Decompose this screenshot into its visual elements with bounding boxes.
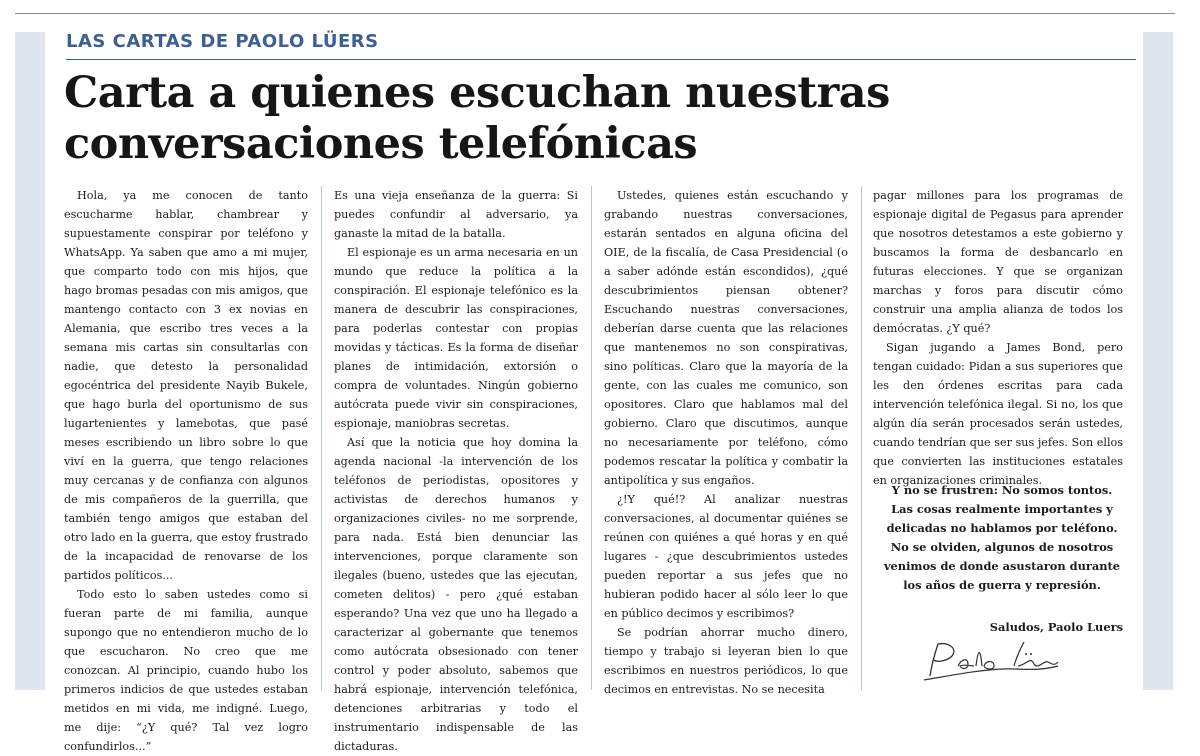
paragraph: Todo esto lo saben ustedes como si fueran parte de mi familia, aunque supongo que no entendieron mucho de lo que escucharon. No creo que me conozcan. Al principio, cuando hubo los primeros indicios de que ustedes estaban metidos en mi vida, me indigné. Luego, me dije: “¿Y qué? Tal vez logro confundirlos...” (64, 588, 308, 753)
headline: Carta a quienes escuchan nuestras conversaciones telefónicas (64, 68, 890, 169)
left-margin-bar (15, 32, 45, 690)
article-column-4 (873, 186, 1123, 686)
section-rule (66, 59, 1136, 60)
top-rule (15, 13, 1175, 14)
paragraph: El espionaje es un arma necesaria en un mundo que reduce la política a la conspiración. El espionaje telefónico es la manera de descubrir las conspiraciones, para poderlas contestar con propias movidas y tácticas. Es la forma de diseñar planes de intimidación, extorsión o compra de voluntades. Ningún gobierno autócrata puede vivir sin conspiraciones, espionaje, maniobras secretas. (334, 246, 578, 430)
column-divider (321, 186, 322, 690)
column-divider (861, 186, 862, 690)
closing-quote: Y no se frustren: No somos tontos. Las cosas realmente importantes y delicadas no hablamos por teléfono. No se olviden, algunos de nosotros venimos de donde asustaron durante los años de guerra y represión. (883, 483, 1121, 592)
right-margin-bar (1143, 32, 1173, 690)
column-divider (591, 186, 592, 690)
paragraph: Ustedes, quienes están escuchando y grabando nuestras conversaciones, estarán sentados en alguna oficina del OIE, de la fiscalía, de Casa Presidencial (o a saber adónde están escondidos), ¿qué descubrimientos piensan obtener? Escuchando nuestras conversaciones, deberían darse cuenta que las relaciones que mantenemos no son conspirativas, sino políticas. Claro que la mayoría de la gente, con las cuales me comunico, son opositores. Claro que hablamos mal del gobierno. Claro que discutimos, aunque no necesariamente por teléfono, cómo podemos rescatar la política y combatir la antipolítica y sus engaños. (604, 189, 848, 487)
section-label: LAS CARTAS DE PAOLO LÜERS (66, 31, 379, 52)
paragraph: ¿!Y qué!? Al analizar nuestras conversaciones, al documentar quiénes se reúnen con quiénes a qué horas y en qué lugares - ¿que descubrimientos ustedes pueden reportar a sus jefes que no hubieran podido hacer al sólo leer lo que en público decimos y escribimos? (604, 493, 848, 620)
paragraph: Sigan jugando a James Bond, pero tengan cuidado: Pidan a sus superiores que les den órdenes escritas para cada intervención telefónica ilegal. Si no, los que algún día serán procesados serán ustedes, cuando tendrían que ser sus jefes. Son ellos que convierten las instituciones estatales en organizaciones criminales. (873, 341, 1123, 487)
signoff: Saludos, Paolo Luers (989, 620, 1123, 634)
paragraph: Se podrían ahorrar mucho dinero, tiempo y trabajo si leyeran bien lo que escribimos en nuestros periódicos, lo que decimos en entrevistas. No se necesita (604, 626, 848, 696)
signature-icon (918, 636, 1098, 686)
paragraph: Es una vieja enseñanza de la guerra: Si puedes confundir al adversario, ya ganaste la mitad de la batalla. (334, 189, 578, 240)
article-column-3 (604, 186, 848, 696)
paragraph: pagar millones para los programas de espionaje digital de Pegasus para aprender que nosotros detestamos a este gobierno y buscamos la forma de desbancarlo en futuras elecciones. Y que se organizan marchas y foros para discutir cómo construir una amplia alianza de todos los demócratas. ¿Y qué? (873, 189, 1123, 335)
article-column-2 (334, 186, 578, 753)
paragraph: Así que la noticia que hoy domina la agenda nacional -la intervención de los teléfonos de periodistas, opositores y activistas de derechos humanos y organizaciones civiles- no me sorprende, para nada. Está bien denunciar las intervenciones, porque claramente son ilegales (bueno, ustedes que las ejecutan, cometen delitos) - pero ¿qué estaban esperando? Una vez que uno ha llegado a caracterizar al gobernante que tenemos como autócrata obsesionado con tener control y poder absoluto, sabemos que habrá espionaje, intervención telefónica, detenciones arbitrarias y todo el instrumentario indispensable de las dictaduras. (334, 436, 578, 753)
article-column-1 (64, 186, 308, 753)
paragraph: Hola, ya me conocen de tanto escucharme hablar, chambrear y supuestamente conspirar por teléfono y WhatsApp. Ya saben que amo a mi mujer, que comparto todo con mis hijos, que hago bromas pesadas con mis amigos, que mantengo contacto con 3 ex novias en Alemania, que escribo tres veces a la semana mis cartas sin consultarlas con nadie, que detesto la personalidad egocéntrica del presidente Nayib Bukele, que hago burla del oportunismo de sus lugartenientes y lamebotas, que pasé meses escribiendo un libro sobre lo que viví en la guerra, que tengo relaciones muy cercanas y de confianza con algunos de mis compañeros de la guerrilla, que también tengo amigos que estaban del otro lado en la guerra, que estoy frustrado de la incapacidad de renovarse de los partidos políticos... (64, 189, 308, 582)
